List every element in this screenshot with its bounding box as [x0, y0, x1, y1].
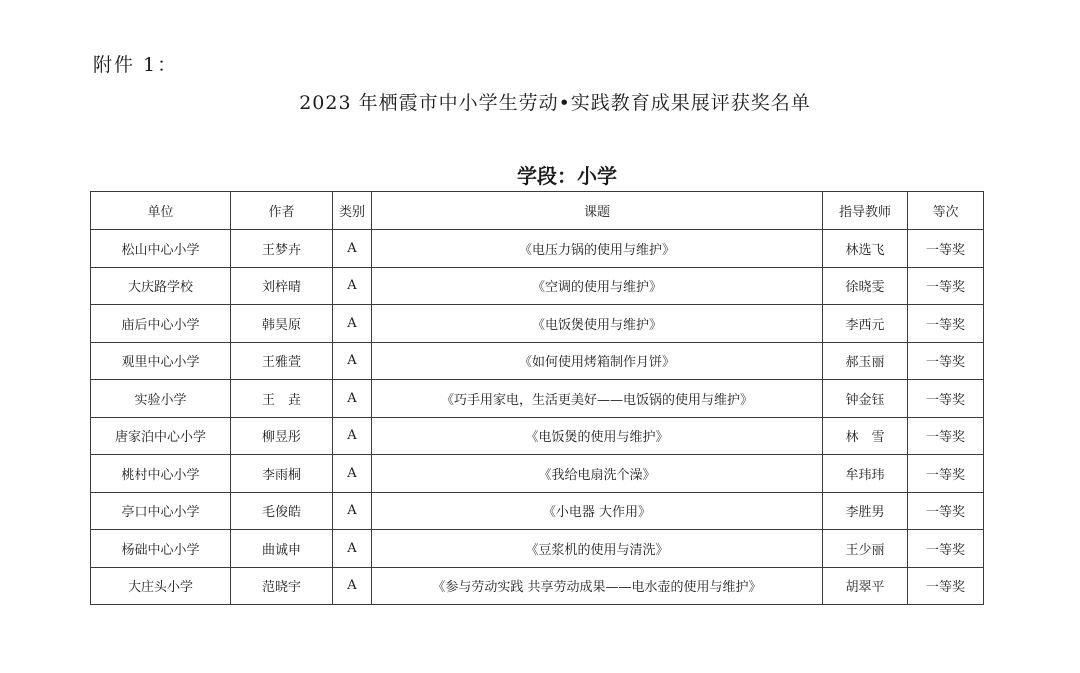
- awards-table: [90, 191, 984, 605]
- table-header-row: [91, 192, 984, 230]
- document-title: 2023 年栖霞市中小学生劳动•实践教育成果展评获奖名单: [299, 92, 811, 114]
- cell-unit: 庙后中心小学: [91, 305, 231, 343]
- cell-author: 王 垚: [231, 380, 333, 418]
- cell-author: 柳昱彤: [231, 417, 333, 455]
- cell-teacher: 林 雪: [823, 417, 908, 455]
- table-row: [91, 455, 984, 493]
- cell-unit: 大庆路学校: [91, 267, 231, 305]
- cell-topic: 《电饭煲的使用与维护》: [372, 417, 823, 455]
- cell-category: A: [333, 267, 372, 305]
- table-row: [91, 380, 984, 418]
- table-row: [91, 492, 984, 530]
- header-rank: 等次: [908, 192, 984, 230]
- cell-teacher: 林选飞: [823, 230, 908, 268]
- cell-category: A: [333, 417, 372, 455]
- cell-unit: 唐家泊中心小学: [91, 417, 231, 455]
- cell-category: A: [333, 305, 372, 343]
- header-category: 类别: [333, 192, 372, 230]
- table-row: [91, 230, 984, 268]
- attachment-label: 附件 1：: [93, 54, 179, 76]
- cell-author: 李雨桐: [231, 455, 333, 493]
- cell-topic: 《小电器 大作用》: [372, 492, 823, 530]
- cell-unit: 松山中心小学: [91, 230, 231, 268]
- cell-category: A: [333, 567, 372, 605]
- cell-unit: 亭口中心小学: [91, 492, 231, 530]
- cell-rank: 一等奖: [908, 417, 984, 455]
- header-topic: 课题: [372, 192, 823, 230]
- cell-unit: 桃村中心小学: [91, 455, 231, 493]
- cell-topic: 《如何使用烤箱制作月饼》: [372, 342, 823, 380]
- cell-teacher: 王少丽: [823, 530, 908, 568]
- cell-teacher: 钟金钰: [823, 380, 908, 418]
- cell-topic: 《我给电扇洗个澡》: [372, 455, 823, 493]
- header-author: 作者: [231, 192, 333, 230]
- cell-topic: 《巧手用家电，生活更美好——电饭锅的使用与维护》: [372, 380, 823, 418]
- cell-category: A: [333, 380, 372, 418]
- table-row: [91, 567, 984, 605]
- section-heading: 学段：小学: [517, 164, 617, 188]
- cell-rank: 一等奖: [908, 305, 984, 343]
- cell-rank: 一等奖: [908, 567, 984, 605]
- cell-teacher: 徐晓雯: [823, 267, 908, 305]
- table-row: [91, 530, 984, 568]
- table-row: [91, 342, 984, 380]
- cell-unit: 杨础中心小学: [91, 530, 231, 568]
- cell-topic: 《空调的使用与维护》: [372, 267, 823, 305]
- cell-topic: 《参与劳动实践 共享劳动成果——电水壶的使用与维护》: [372, 567, 823, 605]
- cell-topic: 《豆浆机的使用与清洗》: [372, 530, 823, 568]
- cell-unit: 大庄头小学: [91, 567, 231, 605]
- cell-author: 范晓宇: [231, 567, 333, 605]
- cell-rank: 一等奖: [908, 455, 984, 493]
- header-unit: 单位: [91, 192, 231, 230]
- cell-author: 毛俊皓: [231, 492, 333, 530]
- cell-teacher: 李西元: [823, 305, 908, 343]
- cell-category: A: [333, 455, 372, 493]
- cell-teacher: 胡翠平: [823, 567, 908, 605]
- table-row: [91, 305, 984, 343]
- cell-author: 韩昊原: [231, 305, 333, 343]
- cell-rank: 一等奖: [908, 530, 984, 568]
- cell-category: A: [333, 230, 372, 268]
- cell-rank: 一等奖: [908, 492, 984, 530]
- cell-teacher: 郝玉丽: [823, 342, 908, 380]
- cell-unit: 观里中心小学: [91, 342, 231, 380]
- cell-teacher: 李胜男: [823, 492, 908, 530]
- cell-category: A: [333, 530, 372, 568]
- cell-rank: 一等奖: [908, 267, 984, 305]
- cell-author: 刘梓晴: [231, 267, 333, 305]
- cell-author: 曲诚申: [231, 530, 333, 568]
- cell-rank: 一等奖: [908, 380, 984, 418]
- cell-author: 王梦卉: [231, 230, 333, 268]
- cell-topic: 《电饭煲使用与维护》: [372, 305, 823, 343]
- cell-category: A: [333, 492, 372, 530]
- header-teacher: 指导教师: [823, 192, 908, 230]
- cell-author: 王雅萱: [231, 342, 333, 380]
- cell-rank: 一等奖: [908, 342, 984, 380]
- cell-unit: 实验小学: [91, 380, 231, 418]
- cell-teacher: 牟玮玮: [823, 455, 908, 493]
- cell-rank: 一等奖: [908, 230, 984, 268]
- cell-category: A: [333, 342, 372, 380]
- cell-topic: 《电压力锅的使用与维护》: [372, 230, 823, 268]
- table-row: [91, 417, 984, 455]
- table-row: [91, 267, 984, 305]
